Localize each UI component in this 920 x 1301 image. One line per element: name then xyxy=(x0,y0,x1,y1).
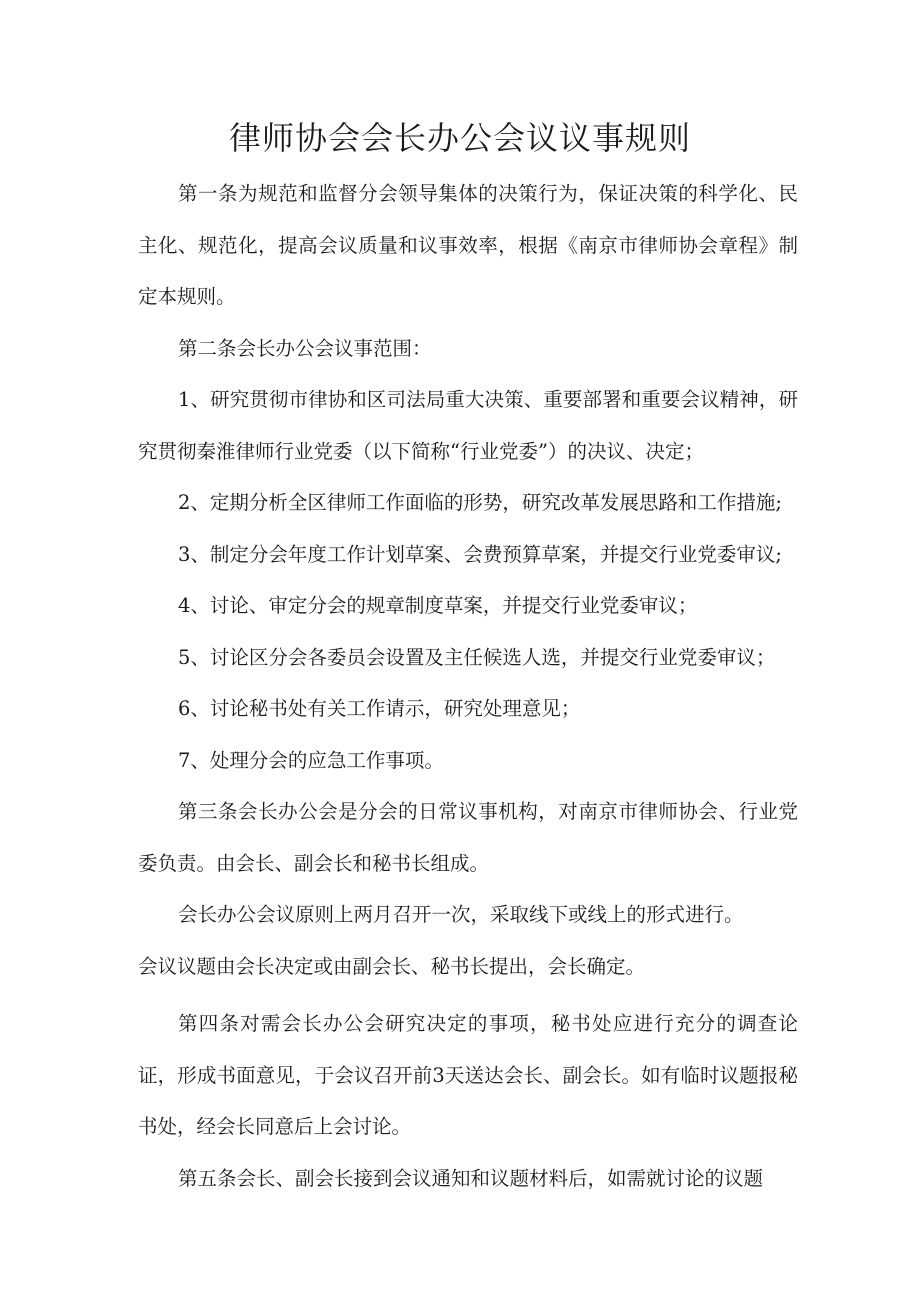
list-item-5: 5、讨论区分会各委员会设置及主任候选人选，并提交行业党委审议； xyxy=(178,645,776,669)
list-item-4: 4、讨论、审定分会的规章制度草案，并提交行业党委审议； xyxy=(178,594,698,617)
meeting-topic-paragraph: 会议议题由会长决定或由副会长、秘书长提出，会长确定。 xyxy=(138,954,646,978)
list-item-7: 7、处理分会的应急工作事项。 xyxy=(178,748,444,772)
list-item-3: 3、制定分会年度工作计划草案、会费预算草案，并提交行业党委审议; xyxy=(178,542,782,566)
list-item-2: 2、定期分析全区律师工作面临的形势，研究改革发展思路和工作措施; xyxy=(178,491,782,514)
article-1-paragraph: 第一条为规范和监督分会领导集体的决策行为，保证决策的科学化、民主化、规范化，提高会议质量和议事效率，根据《南京市律师协会章程》制定本规则。 xyxy=(138,182,798,308)
article-5-paragraph: 第五条会长、副会长接到会议通知和议题材料后，如需就讨论的议题 xyxy=(178,1166,764,1190)
meeting-frequency-paragraph: 会长办公会议原则上两月召开一次，采取线下或线上的形式进行。 xyxy=(178,903,744,926)
document-body xyxy=(138,168,798,1204)
list-item-6: 6、讨论秘书处有关工作请示，研究处理意见； xyxy=(178,697,581,720)
document-title: 律师协会会长办公会议议事规则 xyxy=(228,119,691,157)
article-4-paragraph: 第四条对需会长办公会研究决定的事项，秘书处应进行充分的调查论证，形成书面意见，于会议召开前3天送达会长、副会长。如有临时议题报秘书处，经会长同意后上会讨论。 xyxy=(138,1012,798,1138)
article-2-paragraph: 第二条会长办公会议事范围： xyxy=(178,336,432,360)
list-item-1: 1、研究贯彻市律协和区司法局重大决策、重要部署和重要会议精神，研究贯彻秦淮律师行业党委（以下简称“行业党委”）的决议、决定； xyxy=(138,388,798,463)
article-3-paragraph: 第三条会长办公会是分会的日常议事机构，对南京市律师协会、行业党委负责。由会长、副会长和秘书长组成。 xyxy=(138,800,798,875)
